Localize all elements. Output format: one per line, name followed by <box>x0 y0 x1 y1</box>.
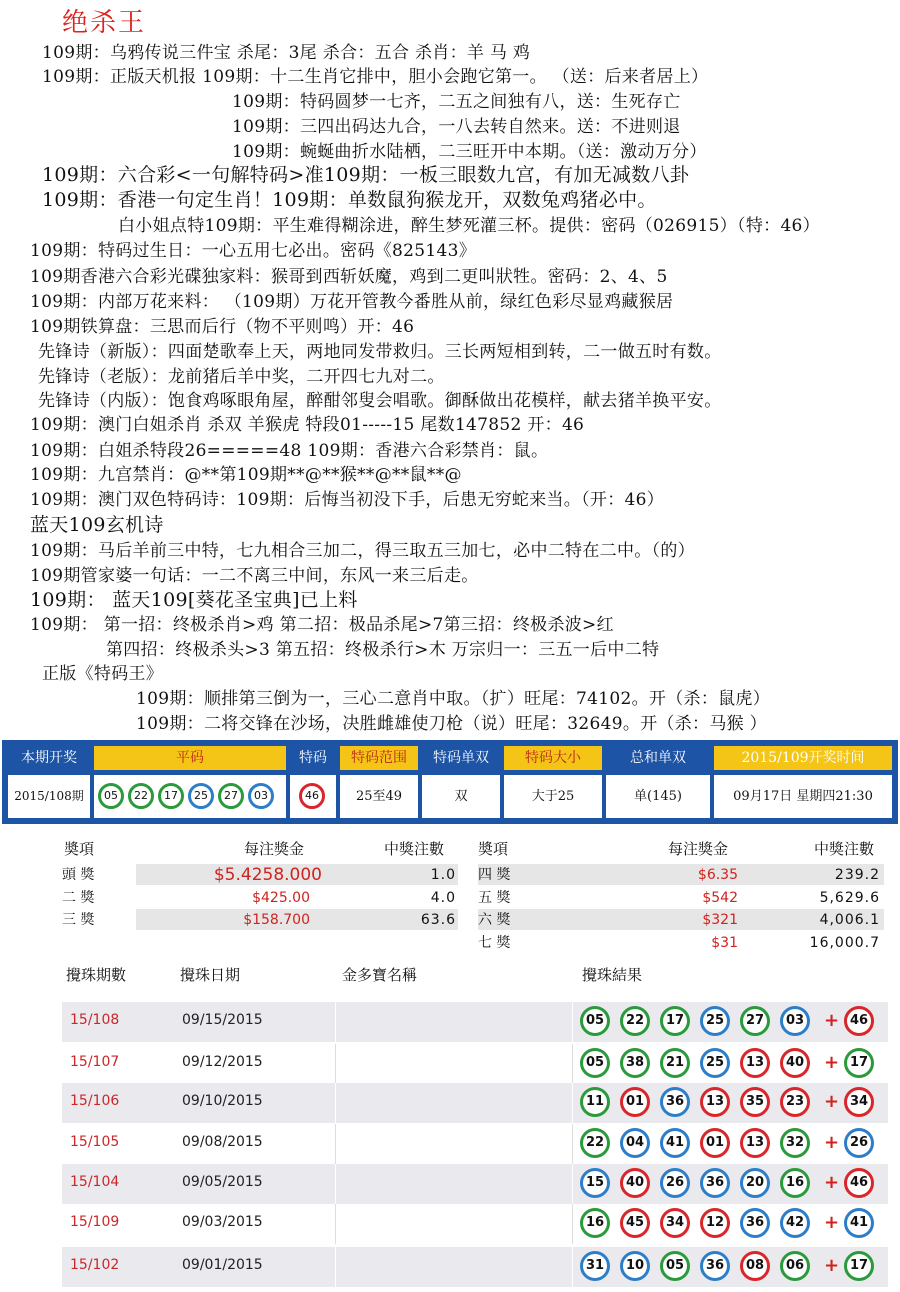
result-ball: 08 <box>740 1251 770 1281</box>
prize-header-amount: 每注獎金 <box>244 840 305 858</box>
text-line: 先锋诗（内版）：饱食鸡啄眼角屋，醉酣邻叟会唱歌。御酥做出花模样，献去猪羊换平安。 <box>38 391 722 411</box>
plus-sign: + <box>824 1212 840 1233</box>
result-ball: 10 <box>620 1251 650 1281</box>
special-result-ball: 17 <box>844 1251 874 1281</box>
column-divider <box>335 1204 336 1244</box>
text-line: 蓝天109玄机诗 <box>30 514 164 536</box>
column-divider <box>572 1124 573 1164</box>
prize-name: 頭 獎 <box>62 867 95 883</box>
number-ball: 05 <box>98 783 124 809</box>
header-current-draw: 本期开奖 <box>21 750 77 766</box>
text-line: 109期：顺排第三倒为一，三心二意肖中取。（扩）旺尾：74102。开（杀：鼠虎） <box>136 689 771 709</box>
result-ball: 42 <box>780 1208 810 1238</box>
header-regular-numbers: 平码 <box>94 746 286 770</box>
result-ball: 13 <box>740 1048 770 1078</box>
plus-sign: + <box>824 1052 840 1073</box>
text-line: 109期香港六合彩光碟独家料：猴哥到西斩妖魔，鸡到二更叫狀牲。密码：2、4、5 <box>30 267 668 287</box>
draw-date: 09/05/2015 <box>182 1174 263 1190</box>
result-ball: 21 <box>660 1048 690 1078</box>
prize-header-count: 中獎注數 <box>814 840 875 858</box>
results-bar <box>2 740 898 824</box>
prize-name: 六 獎 <box>478 912 511 928</box>
range-value: 25至49 <box>340 775 418 818</box>
prize-row <box>478 909 888 931</box>
result-ball: 15 <box>580 1168 610 1198</box>
draw-row <box>62 1083 888 1123</box>
result-ball: 16 <box>780 1168 810 1198</box>
draw-number: 15/102 <box>70 1257 120 1273</box>
text-line: 先锋诗（老版）：龙前猪后羊中奖，二开四七九对二。 <box>38 367 445 387</box>
result-ball: 04 <box>620 1128 650 1158</box>
header-next-draw-time: 2015/109开奖时间 <box>714 746 892 770</box>
plus-sign: + <box>824 1010 840 1031</box>
result-ball: 01 <box>620 1087 650 1117</box>
draw-row <box>62 1164 888 1204</box>
regular-numbers-cell <box>94 775 286 818</box>
header-sum-odd-even: 总和单双 <box>630 750 686 766</box>
draws-header-date: 攪珠日期 <box>180 966 241 984</box>
result-ball: 25 <box>700 1048 730 1078</box>
next-draw-time-value: 09月17日 星期四21:30 <box>714 775 892 818</box>
result-ball: 38 <box>620 1048 650 1078</box>
text-line: 109期：澳门白姐杀肖 杀双 羊猴虎 特段01-----15 尾数147852 开：46 <box>30 415 585 435</box>
result-ball: 25 <box>700 1006 730 1036</box>
draw-row <box>62 1247 888 1287</box>
result-ball: 36 <box>660 1087 690 1117</box>
text-line: 109期：乌鸦传说三件宝 杀尾：3尾 杀合：五合 杀肖：羊 马 鸡 <box>42 43 531 63</box>
text-line: 109期： 第一招：终极杀肖>鸡 第二招：极品杀尾>7第三招：终极杀波>红 <box>30 615 614 635</box>
result-ball: 05 <box>580 1006 610 1036</box>
prize-table-right <box>478 838 888 958</box>
column-divider <box>572 1164 573 1204</box>
sum-odd-even-value: 单(145) <box>606 775 710 818</box>
header-size: 特码大小 <box>504 746 602 770</box>
plus-sign: + <box>824 1172 840 1193</box>
result-ball: 22 <box>580 1128 610 1158</box>
text-line: 109期：六合彩<一句解特码>准109期：一板三眼数九宫，有加无减数八卦 <box>42 164 690 186</box>
text-line: 109期管家婆一句话：一二不离三中间，东风一来三后走。 <box>30 566 479 586</box>
result-ball: 11 <box>580 1087 610 1117</box>
draw-date: 09/15/2015 <box>182 1012 263 1028</box>
text-line: 第四招：终极杀头>3 第五招：终极杀行>木 万宗归一：三五一后中二特 <box>106 640 660 660</box>
prize-name: 七 獎 <box>478 935 511 951</box>
column-divider <box>572 1044 573 1084</box>
special-result-ball: 26 <box>844 1128 874 1158</box>
text-line: 109期：香港一句定生肖！109期：单数鼠狗猴龙开，双数兔鸡猪必中。 <box>42 189 657 211</box>
number-ball: 27 <box>218 783 244 809</box>
size-value: 大于25 <box>504 775 602 818</box>
column-divider <box>572 1204 573 1244</box>
prize-row <box>62 887 462 909</box>
prize-count: 4,006.1 <box>819 912 880 928</box>
prize-count: 16,000.7 <box>809 935 880 951</box>
result-ball: 01 <box>700 1128 730 1158</box>
prize-amount: $321 <box>702 912 738 928</box>
draw-date: 09/03/2015 <box>182 1214 263 1230</box>
result-ball: 13 <box>740 1128 770 1158</box>
text-line: 109期铁算盘：三思而后行（物不平则鸣）开：46 <box>30 317 415 337</box>
text-line: 109期：正版天机报 109期：十二生肖它排中，胆小会跑它第一。 （送：后来者居上） <box>42 67 709 87</box>
prize-row <box>478 887 888 909</box>
text-line: 109期： 蓝天109[葵花圣宝典]已上料 <box>30 589 358 611</box>
special-number-cell <box>290 775 336 818</box>
prize-count: 63.6 <box>420 912 456 928</box>
column-divider <box>335 1247 336 1287</box>
prize-row <box>62 864 462 886</box>
result-ball: 36 <box>700 1168 730 1198</box>
column-divider <box>335 1124 336 1164</box>
prize-row <box>478 864 888 886</box>
result-ball: 22 <box>620 1006 650 1036</box>
prize-table-left <box>62 838 462 938</box>
result-ball: 12 <box>700 1208 730 1238</box>
column-divider <box>572 1247 573 1287</box>
draw-number: 15/106 <box>70 1093 120 1109</box>
page-title: 绝杀王 <box>62 8 147 38</box>
draw-number: 15/105 <box>70 1134 120 1150</box>
prize-amount: $158.700 <box>243 912 310 928</box>
special-result-ball: 17 <box>844 1048 874 1078</box>
number-ball: 03 <box>248 783 274 809</box>
prize-name: 二 獎 <box>62 890 95 906</box>
result-ball: 40 <box>780 1048 810 1078</box>
draws-header-result: 攪珠結果 <box>582 966 643 984</box>
text-line: 109期：内部万花来料： （109期）万花开管教今番胜从前，绿红色彩尽显鸡藏猴居 <box>30 292 674 312</box>
result-ball: 34 <box>660 1208 690 1238</box>
draw-row <box>62 1124 888 1164</box>
column-divider <box>572 1083 573 1123</box>
prize-count: 1.0 <box>430 867 456 883</box>
prize-amount: $6.35 <box>697 867 738 883</box>
special-result-ball: 46 <box>844 1006 874 1036</box>
draw-date: 09/10/2015 <box>182 1093 263 1109</box>
prize-row <box>478 932 888 954</box>
draw-number: 15/107 <box>70 1054 120 1070</box>
result-ball: 32 <box>780 1128 810 1158</box>
prize-amount: $5.4258.000 <box>213 865 322 885</box>
draws-header-name: 金多寶名稱 <box>342 966 418 984</box>
draw-date: 09/08/2015 <box>182 1134 263 1150</box>
text-line: 正版《特码王》 <box>42 664 164 684</box>
result-ball: 36 <box>740 1208 770 1238</box>
column-divider <box>572 1002 573 1042</box>
result-ball: 45 <box>620 1208 650 1238</box>
result-ball: 06 <box>780 1251 810 1281</box>
result-ball: 40 <box>620 1168 650 1198</box>
prize-count: 5,629.6 <box>819 890 880 906</box>
draw-row <box>62 1002 888 1042</box>
text-line: 109期：二将交锋在沙场，决胜雌雄使刀枪（说）旺尾：32649。开（杀：马猴 ） <box>136 714 767 734</box>
result-ball: 05 <box>580 1048 610 1078</box>
result-ball: 20 <box>740 1168 770 1198</box>
prize-name: 五 獎 <box>478 890 511 906</box>
result-ball: 05 <box>660 1251 690 1281</box>
draw-row <box>62 1204 888 1244</box>
prize-name: 三 獎 <box>62 912 95 928</box>
result-ball: 36 <box>700 1251 730 1281</box>
draw-number: 15/109 <box>70 1214 120 1230</box>
text-line: 109期：三四出码达九合，一八去转自然来。送：不进则退 <box>232 117 681 137</box>
number-ball: 22 <box>128 783 154 809</box>
period-value: 2015/108期 <box>8 775 90 818</box>
column-divider <box>335 1002 336 1042</box>
header-odd-even: 特码单双 <box>433 750 489 766</box>
result-ball: 41 <box>660 1128 690 1158</box>
result-ball: 03 <box>780 1006 810 1036</box>
draw-date: 09/01/2015 <box>182 1257 263 1273</box>
prize-amount: $542 <box>702 890 738 906</box>
header-range: 特码范围 <box>340 746 418 770</box>
column-divider <box>335 1083 336 1123</box>
result-ball: 35 <box>740 1087 770 1117</box>
result-ball: 17 <box>660 1006 690 1036</box>
result-ball: 13 <box>700 1087 730 1117</box>
header-special-number: 特码 <box>299 750 327 766</box>
plus-sign: + <box>824 1255 840 1276</box>
text-line: 109期：特码圆梦一七齐，二五之间独有八，送：生死存亡 <box>232 92 681 112</box>
result-ball: 31 <box>580 1251 610 1281</box>
column-divider <box>335 1044 336 1084</box>
draw-row <box>62 1044 888 1084</box>
draw-number: 15/108 <box>70 1012 120 1028</box>
prize-row <box>62 909 462 931</box>
text-line: 109期：澳门双色特码诗：109期：后悔当初没下手，后患无穷蛇来当。（开：46） <box>30 490 665 510</box>
prize-amount: $31 <box>711 935 738 951</box>
prize-count: 239.2 <box>834 867 880 883</box>
result-ball: 26 <box>660 1168 690 1198</box>
text-line: 109期：白姐杀特段26=====48 109期：香港六合彩禁肖：鼠。 <box>30 441 549 461</box>
text-line: 109期：九宫禁肖：@**第109期**@**猴**@**鼠**@ <box>30 465 462 485</box>
prize-name: 四 獎 <box>478 867 511 883</box>
draws-header-no: 攪珠期數 <box>66 966 127 984</box>
number-ball: 25 <box>188 783 214 809</box>
prize-count: 4.0 <box>430 890 456 906</box>
result-ball: 23 <box>780 1087 810 1117</box>
number-ball: 17 <box>158 783 184 809</box>
special-ball: 46 <box>299 783 325 809</box>
result-ball: 27 <box>740 1006 770 1036</box>
text-line: 109期：特码过生日：一心五用七必出。密码《825143》 <box>30 241 477 261</box>
prize-header-name: 奬項 <box>64 840 95 858</box>
special-result-ball: 34 <box>844 1087 874 1117</box>
prize-header-count: 中獎注數 <box>384 840 445 858</box>
special-result-ball: 41 <box>844 1208 874 1238</box>
column-divider <box>335 1164 336 1204</box>
draw-date: 09/12/2015 <box>182 1054 263 1070</box>
text-line: 先锋诗（新版）：四面楚歌奉上天，两地同发带救归。三长两短相到转，二一做五时有数。 <box>38 342 722 362</box>
draw-number: 15/104 <box>70 1174 120 1190</box>
odd-even-value: 双 <box>422 775 500 818</box>
prize-header-amount: 每注獎金 <box>668 840 729 858</box>
text-line: 白小姐点特109期：平生难得糊涂进，醉生梦死灌三杯。提供：密码（026915）（特：46） <box>118 216 820 236</box>
plus-sign: + <box>824 1091 840 1112</box>
text-line: 109期：马后羊前三中特，七九相合三加二，得三取五三加七，必中二特在二中。（的） <box>30 541 695 561</box>
text-line: 109期：蜿蜒曲折水陆栖，二三旺开中本期。（送：激动万分） <box>232 142 707 162</box>
result-ball: 16 <box>580 1208 610 1238</box>
plus-sign: + <box>824 1132 840 1153</box>
special-result-ball: 46 <box>844 1168 874 1198</box>
prize-header-name: 奬項 <box>478 840 509 858</box>
prize-amount: $425.00 <box>252 890 310 906</box>
